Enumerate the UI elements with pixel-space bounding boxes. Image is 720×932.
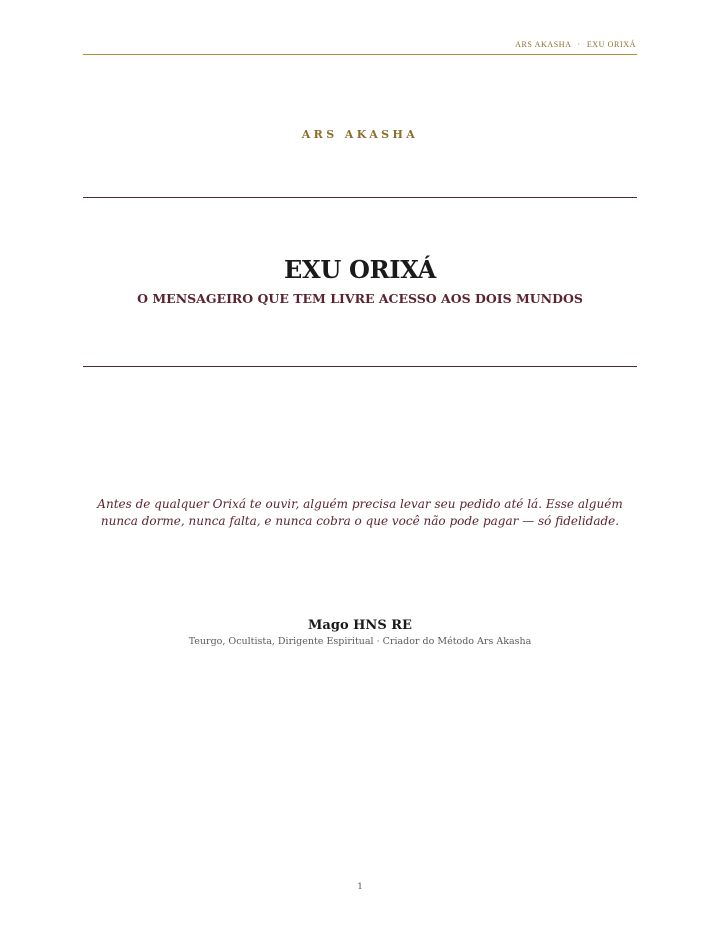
title-rule-top (83, 197, 637, 198)
cover-brand: ARS AKASHA (301, 128, 419, 141)
page-title: EXU ORIXÁ (284, 255, 436, 284)
epigraph: Antes de qualquer Orixá te ouvir, alguém precisa levar seu pedido até lá. Esse alguém nunca dorme, nunca falta, e nunca cobra o que você não pode pagar — só fidelidade. (97, 497, 623, 528)
running-header-separator: · (577, 40, 581, 49)
author-role: Teurgo, Ocultista, Dirigente Espiritual · Criador do Método Ars Akasha (188, 636, 532, 647)
author-name: Mago HNS RE (308, 618, 412, 633)
title-rule-bottom (83, 366, 637, 367)
running-header-title: EXU ORIXÁ (586, 40, 636, 49)
page-number: 1 (357, 882, 363, 891)
page-subtitle: O MENSAGEIRO QUE TEM LIVRE ACESSO AOS DOIS MUNDOS (137, 291, 583, 306)
running-header-brand: ARS AKASHA (515, 40, 572, 49)
running-header (515, 40, 636, 49)
header-rule (83, 54, 637, 55)
